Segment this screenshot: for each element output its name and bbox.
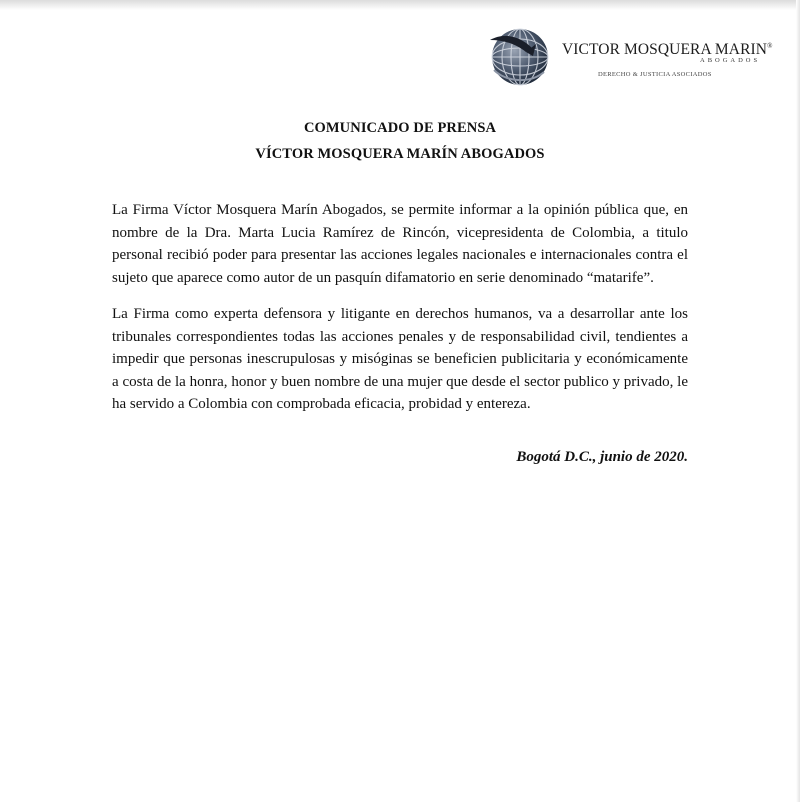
page-top-shadow	[0, 0, 800, 10]
document-title: COMUNICADO DE PRENSA	[303, 120, 497, 136]
place-and-date: Bogotá D.C., junio de 2020.	[516, 449, 688, 465]
body-paragraph-1: La Firma Víctor Mosquera Marín Abogados, se permite informar a la opinión pública que, en nombre de la Dra. Marta Lucia Ramírez de Rincón, vicepresidenta de Colombia, a titulo personal recibió poder para presentar las acciones legales nacionales e internacionales contra el sujeto que aparece como autor de un pasquín difamatorio en serie denominado “matarife”.	[112, 202, 688, 286]
logo-subtitle: ABOGADOS	[700, 57, 761, 64]
globe-icon	[486, 22, 552, 88]
body-paragraph-2: La Firma como experta defensora y litigante en derechos humanos, va a desarrollar ante los tribunales correspondientes todas las acciones penales y de responsabilidad civil, tendientes a impedir que personas inescrupulosas y misóginas se beneficien publicitaria y económicamente a costa de la honra, honor y buen nombre de una mujer que desde el sector publico y privado, le ha servido a Colombia con comprobada eficacia, probidad y entereza.	[112, 306, 688, 412]
logo-tagline: DERECHO & JUSTICIA ASOCIADOS	[598, 71, 712, 78]
registered-mark: ®	[767, 41, 773, 50]
firm-logo	[486, 22, 776, 90]
page-right-edge	[796, 0, 800, 802]
logo-firm-name: VICTOR MOSQUERA MARIN®	[562, 41, 773, 58]
document-subtitle: VÍCTOR MOSQUERA MARÍN ABOGADOS	[255, 146, 545, 162]
